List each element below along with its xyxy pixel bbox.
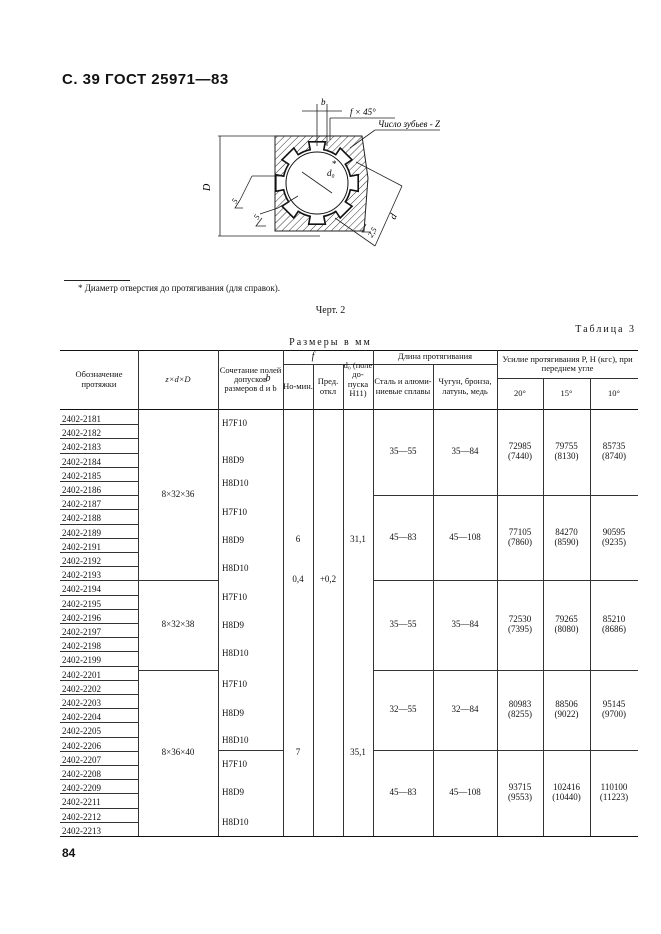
designation-cell: 2402-2183 xyxy=(62,442,101,453)
force-15-cell xyxy=(543,409,590,495)
value-kgs-text: (8740) xyxy=(602,451,626,461)
col-header-b: b xyxy=(265,373,271,385)
designation-cell: 2402-2185 xyxy=(62,470,101,481)
force-10-cell xyxy=(590,495,638,580)
f-deviation-cell: +0,2 xyxy=(319,574,337,585)
designation-cell: 2402-2205 xyxy=(62,726,101,737)
value-text: 90595 xyxy=(602,526,626,537)
size-cell: 8×36×40 xyxy=(161,747,195,758)
length-iron-cell xyxy=(433,750,497,836)
f-nominal-cell: 0,4 xyxy=(292,574,304,585)
length-steel-cell xyxy=(373,409,433,495)
force-15-cell xyxy=(543,750,590,836)
value-text: 79265 xyxy=(555,614,578,625)
tolerance-cell: H8D9 xyxy=(222,455,244,465)
designation-cell: 2402-2194 xyxy=(62,584,101,595)
col-header-length-iron: Чугун, бронза, латунь, медь xyxy=(438,376,492,396)
length-steel-cell xyxy=(373,580,433,670)
designation-cell: 2402-2212 xyxy=(62,811,101,822)
broach-table xyxy=(60,350,638,836)
value-kgs-text: (9235) xyxy=(602,536,626,547)
value-kgs-text: (8080) xyxy=(554,624,579,634)
value-kgs-text: (9553) xyxy=(508,792,532,802)
tolerance-cell: H8D10 xyxy=(222,817,249,827)
col-header-zdD: z×d×D xyxy=(165,373,191,384)
force-15-cell xyxy=(543,580,590,670)
value-kgs-text: (9700) xyxy=(602,709,626,719)
designation-cell: 2402-2195 xyxy=(62,598,101,609)
value-kgs-text: (8255) xyxy=(508,709,532,719)
value-text: 35—55 xyxy=(389,619,417,630)
footnote-star: * xyxy=(332,159,337,169)
tolerance-cell: H8D9 xyxy=(222,535,244,545)
tolerance-cell: H7F10 xyxy=(222,592,248,602)
b-value-cell: 6 xyxy=(295,533,301,544)
force-10-cell xyxy=(590,670,638,750)
roughness-label-2: 5 xyxy=(251,213,262,221)
roughness-label-3: 2,5 xyxy=(365,225,379,239)
designation-cell: 2402-2187 xyxy=(62,499,101,510)
value-text: 35—84 xyxy=(451,619,479,630)
designation-cell: 2402-2186 xyxy=(62,485,101,495)
roughness-label-1: 5 xyxy=(229,197,240,205)
value-text: 32—84 xyxy=(451,704,479,715)
col-header-length-steel: Сталь и алюми-ниевые сплавы xyxy=(374,376,432,396)
designation-cell: 2402-2191 xyxy=(62,541,101,552)
value-text: 88506 xyxy=(555,699,578,710)
col-header-f-deviation: Пред. откл xyxy=(317,376,339,396)
designation-cell: 2402-2201 xyxy=(62,669,101,680)
force-20-cell xyxy=(497,409,543,495)
value-text: 77105 xyxy=(508,526,532,537)
length-iron-cell xyxy=(433,580,497,670)
value-text: 95145 xyxy=(602,699,626,710)
length-iron-cell xyxy=(433,495,497,580)
tolerance-cell: H8D9 xyxy=(222,787,244,797)
designation-cell: 2402-2181 xyxy=(62,414,101,424)
value-text: 32—55 xyxy=(389,704,417,715)
designation-cell: 2402-2209 xyxy=(62,783,101,794)
col-header-length: Длина протягивания xyxy=(397,351,473,362)
page-header: С. 39 ГОСТ 25971—83 xyxy=(62,71,229,88)
value-text: 72985 xyxy=(508,441,532,452)
designation-cell: 2402-2197 xyxy=(62,627,101,637)
value-text: 45—83 xyxy=(389,787,417,798)
spline-hole-drawing xyxy=(190,96,440,266)
value-text: 80983 xyxy=(508,699,532,710)
value-kgs-text: (7440) xyxy=(508,451,532,461)
designation-cell: 2402-2203 xyxy=(62,698,101,708)
value-kgs-text: (10440) xyxy=(552,792,581,802)
designation-cell: 2402-2211 xyxy=(62,797,101,808)
tolerance-cell: H7F10 xyxy=(222,507,248,517)
designation-cell: 2402-2202 xyxy=(62,683,101,694)
value-text: 85210 xyxy=(602,614,626,625)
force-15-cell xyxy=(543,495,590,580)
col-header-d0: d₀ (поле до-пуска Н11) xyxy=(343,360,373,398)
inner-diameter-label: d xyxy=(387,212,400,222)
designation-cell: 2402-2188 xyxy=(62,513,101,524)
length-steel-cell xyxy=(373,670,433,750)
value-text: 85735 xyxy=(602,441,626,452)
designation-cell: 2402-2207 xyxy=(62,754,101,765)
value-kgs-text: (8686) xyxy=(602,624,626,634)
value-kgs-text: (9022) xyxy=(554,709,579,719)
value-text: 102416 xyxy=(553,782,580,793)
designation-cell: 2402-2199 xyxy=(62,655,101,666)
col-header-f-nominal: Но-мин. xyxy=(283,380,313,391)
footnote-rule xyxy=(64,280,130,281)
col-header-angle-10: 10° xyxy=(608,387,620,398)
value-text: 35—55 xyxy=(389,446,417,457)
length-steel-cell xyxy=(373,750,433,836)
value-text: 72530 xyxy=(508,614,532,625)
value-kgs-text: (11223) xyxy=(599,792,629,802)
length-steel-cell xyxy=(373,495,433,580)
designation-cell: 2402-2198 xyxy=(62,641,101,652)
value-text: 84270 xyxy=(555,526,578,537)
value-text: 110100 xyxy=(600,782,628,793)
length-iron-cell xyxy=(433,670,497,750)
designation-cell: 2402-2192 xyxy=(62,556,101,566)
col-header-force: Усилие протягивания P, Н (кгс), при переднем угле xyxy=(502,353,633,373)
col-header-angle-20: 20° xyxy=(514,387,526,398)
designation-cell: 2402-2204 xyxy=(62,712,101,723)
value-text: 35—84 xyxy=(451,446,479,457)
col-header-designation: Обозначение протяжки xyxy=(75,369,123,389)
tolerance-cell: H8D10 xyxy=(222,478,249,488)
tolerance-cell: H8D10 xyxy=(222,735,249,745)
force-10-cell xyxy=(590,580,638,670)
value-text: 93715 xyxy=(508,782,532,793)
force-10-cell xyxy=(590,409,638,495)
outer-diameter-label: D xyxy=(202,183,213,191)
force-20-cell xyxy=(497,670,543,750)
value-kgs-text: (7860) xyxy=(508,536,532,547)
value-text: 45—108 xyxy=(449,531,481,542)
value-text: 45—83 xyxy=(389,531,417,542)
designation-cell: 2402-2196 xyxy=(62,612,101,623)
col-header-tolerance: Сочетание полей допусков размеров d и b xyxy=(219,364,282,394)
tolerance-cell: H8D10 xyxy=(222,563,249,573)
designation-cell: 2402-2189 xyxy=(62,527,101,538)
value-kgs-text: (8130) xyxy=(554,451,579,461)
force-10-cell xyxy=(590,750,638,836)
d0-label: d₀ xyxy=(327,168,335,178)
figure-caption: Черт. 2 xyxy=(315,305,346,316)
d0-value-cell: 31,1 xyxy=(350,533,366,544)
force-20-cell xyxy=(497,495,543,580)
force-20-cell xyxy=(497,750,543,836)
units-label: Размеры в мм xyxy=(289,337,372,348)
designation-cell: 2402-2206 xyxy=(62,740,101,751)
tolerance-cell: H7F10 xyxy=(222,759,248,769)
designation-cell: 2402-2213 xyxy=(62,825,101,836)
tolerance-cell: H7F10 xyxy=(222,418,248,428)
table-label: Таблица 3 xyxy=(575,324,636,335)
teeth-count-label: Число зубьев - Z xyxy=(378,119,440,129)
length-iron-cell xyxy=(433,409,497,495)
col-header-f: f xyxy=(311,350,315,362)
hatched-part xyxy=(275,136,368,231)
b-label: b xyxy=(321,97,326,107)
size-cell: 8×32×38 xyxy=(161,619,195,630)
chamfer-label: f × 45° xyxy=(350,107,376,117)
value-kgs-text: (8590) xyxy=(554,536,579,547)
tolerance-cell: H8D10 xyxy=(222,648,249,658)
size-cell: 8×32×36 xyxy=(161,488,195,499)
designation-cell: 2402-2184 xyxy=(62,456,101,467)
designation-cell: 2402-2208 xyxy=(62,769,101,779)
spline-profile xyxy=(276,142,358,224)
b-value-cell: 7 xyxy=(295,747,301,758)
designation-cell: 2402-2182 xyxy=(62,428,101,439)
force-15-cell xyxy=(543,670,590,750)
footnote: * Диаметр отверстия до протягивания (для справок). xyxy=(78,283,281,293)
value-text: 45—108 xyxy=(449,787,481,798)
page-number: 84 xyxy=(62,846,76,860)
tolerance-cell: H8D9 xyxy=(222,708,244,718)
d0-value-cell: 35,1 xyxy=(350,747,366,758)
value-kgs-text: (7395) xyxy=(508,624,532,634)
tolerance-cell: H8D9 xyxy=(222,620,244,630)
tolerance-cell: H7F10 xyxy=(222,679,248,689)
force-20-cell xyxy=(497,580,543,670)
designation-cell: 2402-2193 xyxy=(62,570,101,581)
col-header-angle-15: 15° xyxy=(560,387,573,398)
value-text: 79755 xyxy=(555,441,578,452)
